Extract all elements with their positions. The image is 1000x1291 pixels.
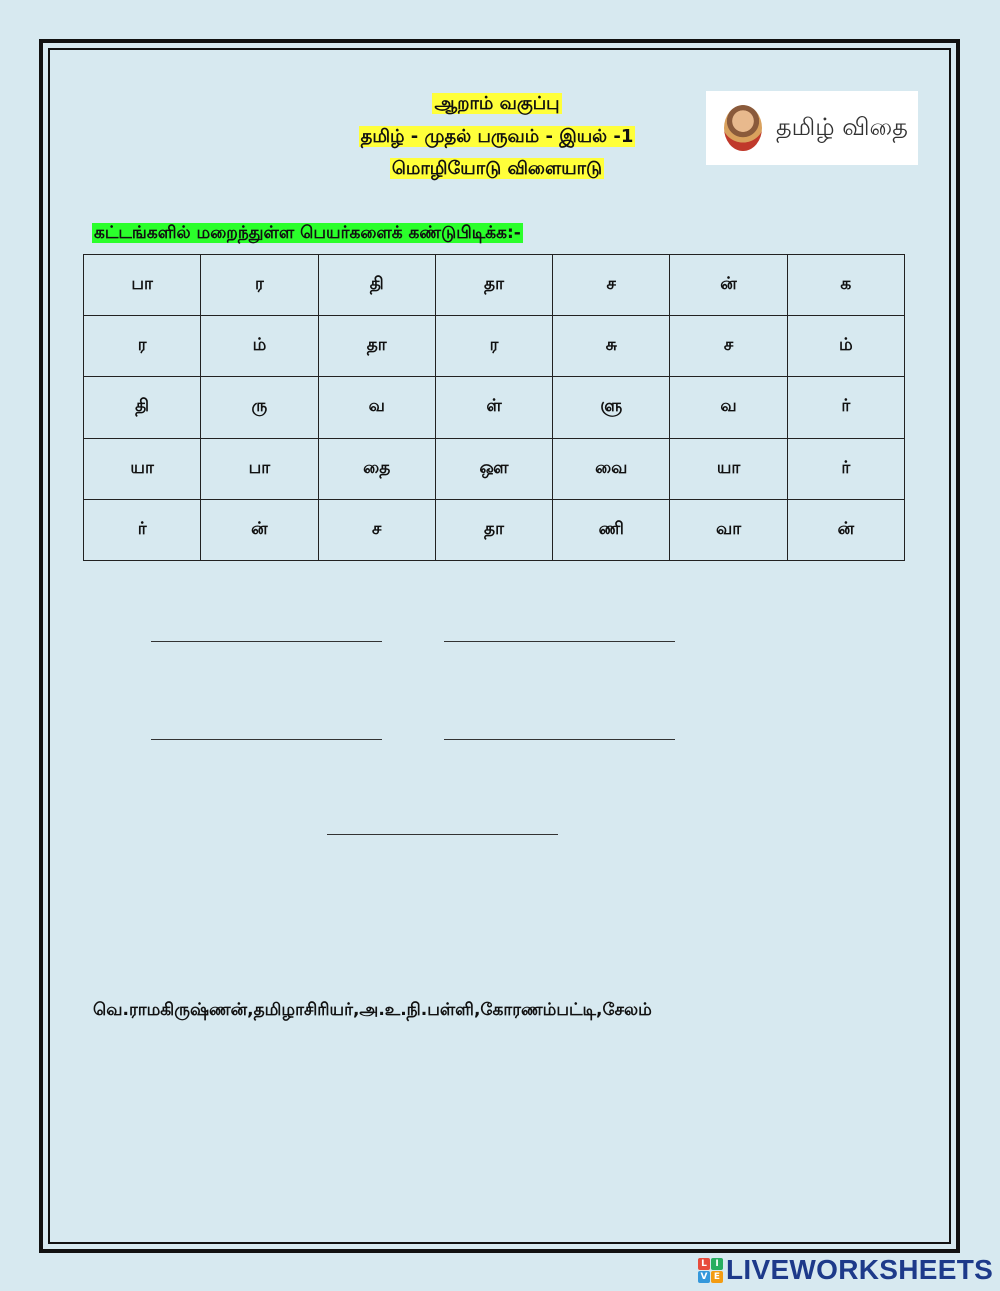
grid-cell[interactable]: வை bbox=[553, 438, 670, 499]
grid-cell[interactable]: ஔ bbox=[435, 438, 552, 499]
grid-cell[interactable]: ர bbox=[84, 316, 201, 377]
answer-line-5[interactable] bbox=[327, 834, 558, 835]
author-credit: வெ.ராமகிருஷ்ணன்,தமிழாசிரியர்,அ.உ.நி.பள்ளி,கோரணம்பட்டி,சேலம் bbox=[93, 1000, 652, 1020]
grid-cell[interactable]: வா bbox=[670, 499, 787, 560]
grid-row bbox=[84, 316, 905, 377]
grid-row bbox=[84, 499, 905, 560]
instruction-text: கட்டங்களில் மறைந்துள்ள பெயர்களைக் கண்டுபிடிக்க:- bbox=[94, 223, 521, 243]
grid-cell[interactable]: ள் bbox=[435, 377, 552, 438]
logo-text: தமிழ் விதை bbox=[776, 112, 908, 141]
class-title: ஆறாம் வகுப்பு bbox=[434, 93, 560, 114]
grid-cell[interactable]: ர் bbox=[84, 499, 201, 560]
grid-cell[interactable]: ர் bbox=[787, 438, 904, 499]
grid-cell[interactable]: ர bbox=[435, 316, 552, 377]
grid-cell[interactable]: ன் bbox=[201, 499, 318, 560]
subject-title: தமிழ் - முதல் பருவம் - இயல் -1 bbox=[360, 126, 634, 147]
answer-line-4[interactable] bbox=[444, 739, 675, 740]
grid-cell[interactable]: ரு bbox=[201, 377, 318, 438]
word-search-grid bbox=[83, 254, 905, 561]
badge-letter: E bbox=[711, 1271, 723, 1283]
badge-letter: V bbox=[698, 1271, 710, 1283]
grid-cell[interactable]: தா bbox=[318, 316, 435, 377]
grid-cell[interactable]: தி bbox=[84, 377, 201, 438]
grid-cell[interactable]: ளு bbox=[553, 377, 670, 438]
grid-row bbox=[84, 377, 905, 438]
grid-cell[interactable]: தை bbox=[318, 438, 435, 499]
grid-cell[interactable]: தா bbox=[435, 255, 552, 316]
grid-cell[interactable]: பா bbox=[201, 438, 318, 499]
answer-line-1[interactable] bbox=[151, 641, 382, 642]
liveworksheets-wordmark: LIVEWORKSHEETS bbox=[726, 1254, 994, 1285]
badge-letter: L bbox=[698, 1258, 710, 1270]
grid-cell[interactable]: யா bbox=[84, 438, 201, 499]
liveworksheets-brand bbox=[698, 1256, 993, 1284]
child-avatar-icon bbox=[724, 105, 762, 151]
grid-cell[interactable]: வ bbox=[670, 377, 787, 438]
answer-line-3[interactable] bbox=[151, 739, 382, 740]
grid-cell[interactable]: ம் bbox=[201, 316, 318, 377]
lesson-title: மொழியோடு விளையாடு bbox=[391, 158, 603, 179]
liveworksheets-badge-icon bbox=[698, 1258, 723, 1283]
grid-cell[interactable]: ர் bbox=[787, 377, 904, 438]
grid-row bbox=[84, 255, 905, 316]
grid-cell[interactable]: ச bbox=[318, 499, 435, 560]
grid-cell[interactable]: பா bbox=[84, 255, 201, 316]
grid-cell[interactable]: தி bbox=[318, 255, 435, 316]
grid-cell[interactable]: ன் bbox=[670, 255, 787, 316]
grid-cell[interactable]: ணி bbox=[553, 499, 670, 560]
grid-cell[interactable]: க bbox=[787, 255, 904, 316]
grid-cell[interactable]: வ bbox=[318, 377, 435, 438]
grid-cell[interactable]: யா bbox=[670, 438, 787, 499]
grid-cell[interactable]: ர bbox=[201, 255, 318, 316]
tamil-vithai-logo bbox=[706, 91, 918, 165]
page-border bbox=[39, 39, 960, 1253]
grid-cell[interactable]: ம் bbox=[787, 316, 904, 377]
answer-line-2[interactable] bbox=[444, 641, 675, 642]
grid-cell[interactable]: தா bbox=[435, 499, 552, 560]
grid-cell[interactable]: சு bbox=[553, 316, 670, 377]
grid-cell[interactable]: ன் bbox=[787, 499, 904, 560]
grid-cell[interactable]: ச bbox=[553, 255, 670, 316]
badge-letter: I bbox=[711, 1258, 723, 1270]
grid-cell[interactable]: ச bbox=[670, 316, 787, 377]
grid-row bbox=[84, 438, 905, 499]
